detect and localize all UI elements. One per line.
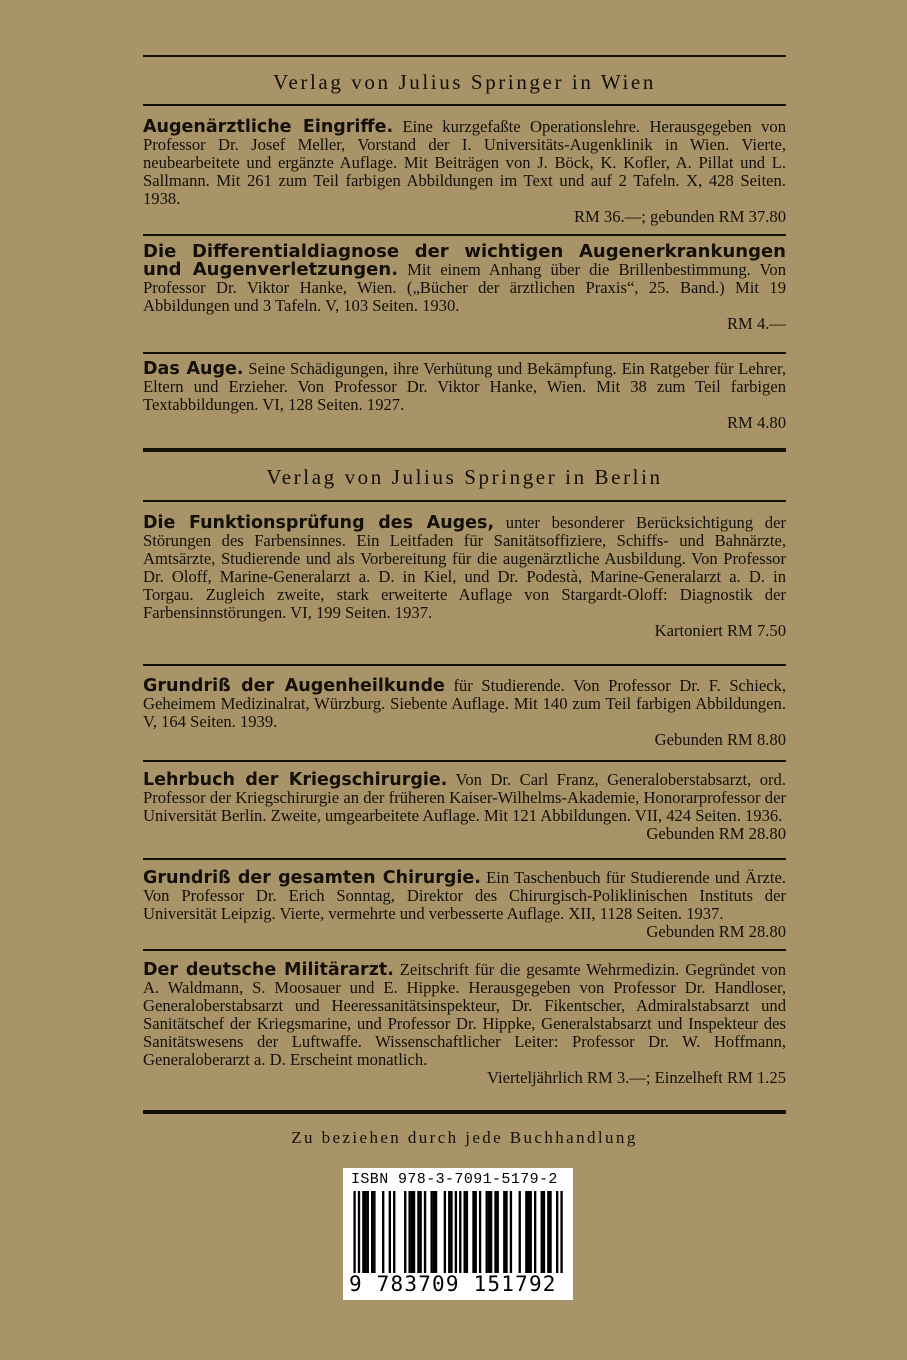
book-price: Gebunden RM 28.80 [646,922,786,941]
barcode-bar [448,1191,450,1273]
top-rule [143,55,786,57]
entry-divider [143,352,786,354]
barcode-bar [472,1191,474,1273]
book-description: unter besonderer Berücksichtigung der Störungen des Farbensinnes. Ein Leitfaden für Sanitätsoffiziere, Schiffs- und Bahnärzte, Amtsärzte, Studierende und als Vorbereitung für die augenärztliche Ausbildung. Von Professor Dr. Oloff, Marine-Generalarzt a. D. in Kiel, und Dr. Podestà, Marine-Generalarzt a. D. in Torgau. Zugleich zweite, stark erweiterte Auflage von Stargardt-Oloff: Diagnostik der Farbensinnstörungen. VI, 199 Seiten. 1937. [143,513,786,622]
book-title: Das Auge. [143,359,244,379]
entry-divider [143,760,786,762]
barcode-bar [541,1191,543,1273]
barcode-bar [494,1191,496,1273]
barcode-bar [389,1191,391,1273]
barcode-bar [556,1191,558,1273]
book-entry-gesamte-chirurgie [143,869,786,941]
barcode-bar [534,1191,536,1273]
barcode-bar [503,1191,505,1273]
barcode-bar [367,1191,369,1273]
book-price: Gebunden RM 8.80 [654,730,786,749]
book-entry-militaerarzt [143,961,786,1087]
footer-note: Zu beziehen durch jede Buchhandlung [291,1128,638,1147]
publisher-heading-berlin: Verlag von Julius Springer in Berlin [266,465,663,489]
barcode-bar [464,1191,466,1273]
book-price: Vierteljährlich RM 3.—; Einzelheft RM 1.25 [486,1068,786,1087]
barcode-bar [490,1191,492,1273]
barcode-digits: 9 783709 151792 [349,1272,557,1296]
publisher-heading-vienna: Verlag von Julius Springer in Wien [273,70,656,94]
barcode-bar [424,1191,426,1273]
barcode-bar [444,1191,446,1273]
barcode-bar [393,1191,395,1273]
book-description: Ein Taschenbuch für Studierende und Ärzte. Von Professor Dr. Erich Sonntag, Direktor des Chirurgisch-Poliklinischen Instituts der Universität Leipzig. Vierte, vermehrte und verbesserte Auflage. XII, 1128 Seiten. 1937. [143,868,786,923]
book-description: Seine Schädigungen, ihre Verhütung und Bekämpfung. Ein Ratgeber für Lehrer, Eltern und Erzieher. Von Professor Dr. Viktor Hanke, Wien. Mit 38 zum Teil farbigen Textabbildungen. VI, 128 Seiten. 1927. [143,359,786,414]
barcode-bar [543,1191,545,1273]
entry-divider [143,664,786,666]
book-description: für Studierende. Von Professor Dr. F. Schieck, Geheimem Medizinalrat, Würzburg. Siebente Auflage. Mit 140 zum Teil farbigen Abbildungen. V, 164 Seiten. 1939. [143,676,787,731]
berlin-heading-rule [143,500,786,502]
barcode-bar [530,1191,532,1273]
barcode-bar [408,1191,410,1273]
book-description: Eine kurzgefaßte Operationslehre. Herausgegeben von Professor Dr. Josef Meller, Vorstand der I. Universitäts-Augenklinik in Wien. Vierte, neubearbeitete und ergänzte Auflage. Mit Beiträgen von J. Böck, K. Kofler, A. Pillat und L. Sallmann. Mit 261 zum Teil farbigen Abbildungen im Text und auf 2 Tafeln. X, 428 Seiten. 1938. [143,117,786,208]
book-title: Grundriß der Augenheilkunde [143,676,445,696]
barcode-bar [430,1191,432,1273]
barcode-bar [382,1191,384,1273]
barcode-bar [373,1191,375,1273]
book-title: Die Differentialdiagnose der wichtigen Augenerkrankungen und Augenverletzungen. [143,241,786,280]
book-title: Lehrbuch der Kriegschirurgie. [143,770,448,790]
barcode-bar [417,1191,419,1273]
barcode-bar [435,1191,437,1273]
barcode-bar [419,1191,421,1273]
barcode-bar [413,1191,415,1273]
barcode-bar [505,1191,507,1273]
barcode-bar [404,1191,406,1273]
barcode-bar [466,1191,468,1273]
barcode-bar [459,1191,461,1273]
barcode-bar [433,1191,435,1273]
book-price: RM 4.80 [726,413,786,432]
book-price: Gebunden RM 28.80 [646,824,786,843]
barcode-bar [358,1191,360,1273]
barcode-bar [475,1191,477,1273]
barcode-bar [527,1191,529,1273]
barcode-bar [525,1191,527,1273]
barcode-bar [371,1191,373,1273]
book-entry-kriegschirurgie [143,771,786,843]
isbn-label: ISBN 978-3-7091-5179-2 [351,1171,558,1188]
barcode-bar [549,1191,551,1273]
book-entry-das-auge [143,360,786,432]
barcode-bar [450,1191,452,1273]
barcode-bars [349,1191,567,1273]
book-title: Grundriß der gesamten Chirurgie. [143,868,481,888]
footer-rule [143,1110,786,1114]
book-title: Augenärztliche Eingriffe. [143,117,394,137]
entry-divider [143,949,786,951]
barcode-bar [488,1191,490,1273]
book-entry-differentialdiagnose [143,243,786,333]
barcode-bar [486,1191,488,1273]
book-description: Mit einem Anhang über die Brillenbestimmung. Von Professor Dr. Viktor Hanke, Wien. („Bücher der ärztlichen Praxis“, 25. Band.) Mit 19 Abbildungen und 3 Tafeln. V, 103 Seiten. 1930. [143,260,786,315]
entry-divider [143,858,786,860]
barcode-bar [411,1191,413,1273]
barcode-bar [455,1191,457,1273]
book-price: Kartoniert RM 7.50 [654,621,786,640]
book-description: Zeitschrift für die gesamte Wehrmedizin. Gegründet von A. Waldmann, S. Moosauer und E. Hippke. Herausgegeben von Professor Dr. Handloser, Generaloberstabsarzt und Heeressanitätsinspekteur, Dr. Fikentscher, Admiralstabsarzt und Sanitätschef der Kriegsmarine, und Professor Dr. Hippke, Generalstabsarzt und Inspekteur des Sanitätswesens der Luftwaffe. Wissenschaftlicher Leiter: Professor Dr. W. Hoffmann, Generaloberarzt a. D. Erscheint monatlich. [143,960,787,1069]
barcode-bar [353,1191,355,1273]
book-price: RM 36.—; gebunden RM 37.80 [573,207,786,226]
barcode-bar [497,1191,499,1273]
book-entry-augenaerztliche-eingriffe [143,118,786,226]
book-title: Der deutsche Militärarzt. [143,960,394,980]
section-divider [143,448,786,452]
barcode-bar [547,1191,549,1273]
barcode-bar [560,1191,562,1273]
vienna-heading-rule [143,104,786,106]
barcode-bar [364,1191,366,1273]
barcode-bar [510,1191,512,1273]
book-entry-grundriss-augenheilkunde [143,677,786,749]
entry-divider [143,234,786,236]
book-title: Die Funktionsprüfung des Auges, [143,513,495,533]
book-description: Von Dr. Carl Franz, Generaloberstabsarzt, ord. Professor der Kriegschirurgie an der früheren Kaiser-Wilhelms-Akademie, Honorarprofessor der Universität Berlin. Zweite, umgearbeitete Auflage. Mit 121 Abbildungen. VII, 424 Seiten. 1936. [143,770,786,825]
barcode-bar [479,1191,481,1273]
barcode-bar [519,1191,521,1273]
isbn-barcode [343,1168,573,1300]
barcode-bar [362,1191,364,1273]
book-entry-funktionspruefung [143,514,786,640]
book-price: RM 4.— [726,314,786,333]
